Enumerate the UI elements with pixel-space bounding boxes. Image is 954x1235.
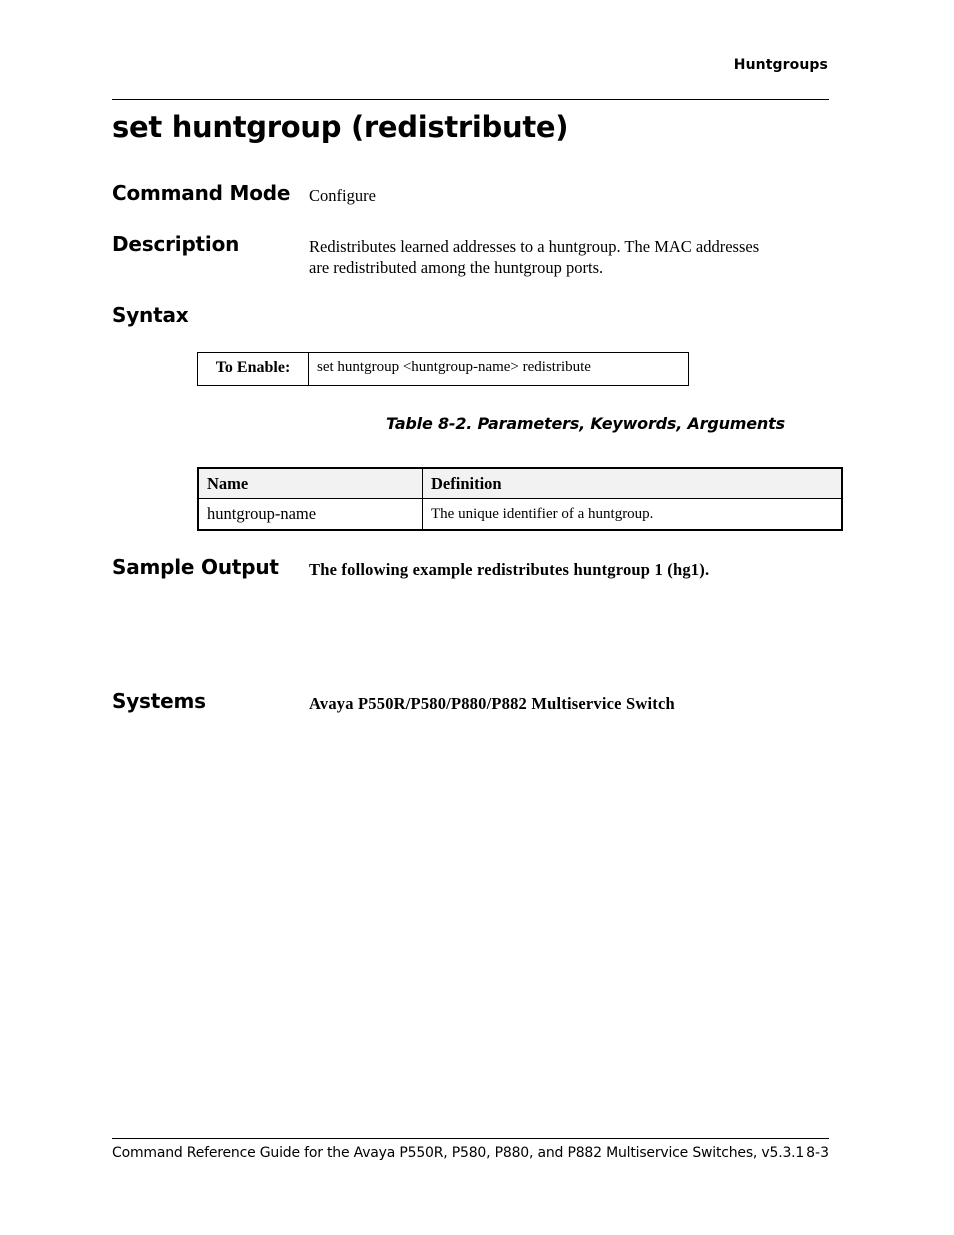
- header-rule: [112, 99, 829, 100]
- parameters-table: [197, 467, 843, 531]
- syntax-command: set huntgroup <huntgroup-name> redistribute: [317, 359, 591, 375]
- table-row: [198, 499, 842, 531]
- syntax-label: To Enable:: [198, 353, 309, 385]
- systems-text: Avaya P550R/P580/P880/P882 Multiservice Switch: [309, 694, 675, 713]
- param-definition: The unique identifier of a huntgroup.: [423, 499, 843, 531]
- table-caption: Table 8-2. Parameters, Keywords, Arguments: [386, 414, 785, 433]
- footer-rule: [112, 1138, 829, 1139]
- sample-output-text: The following example redistributes huntgroup 1 (hg1).: [309, 560, 710, 579]
- page-title: set huntgroup (redistribute): [112, 110, 569, 144]
- command-mode-text: Configure: [309, 186, 376, 205]
- table-header-row: [198, 468, 842, 499]
- running-head: Huntgroups: [733, 57, 828, 73]
- sample-output-heading: Sample Output: [112, 555, 279, 579]
- param-name: huntgroup-name: [198, 499, 423, 531]
- description-heading: Description: [112, 232, 240, 256]
- footer-text: Command Reference Guide for the Avaya P550R, P580, P880, and P882 Multiservice Switches, v5.3.1: [112, 1145, 805, 1161]
- description-line-1: Redistributes learned addresses to a huntgroup. The MAC addresses: [309, 237, 760, 256]
- command-mode-heading: Command Mode: [112, 181, 291, 205]
- syntax-heading: Syntax: [112, 303, 189, 327]
- page-number: 8-3: [806, 1145, 829, 1161]
- column-header-name: Name: [198, 468, 423, 499]
- description-line-2: are redistributed among the huntgroup ports.: [309, 258, 604, 277]
- column-header-definition: Definition: [423, 468, 843, 499]
- syntax-box: [197, 352, 689, 386]
- systems-heading: Systems: [112, 689, 206, 713]
